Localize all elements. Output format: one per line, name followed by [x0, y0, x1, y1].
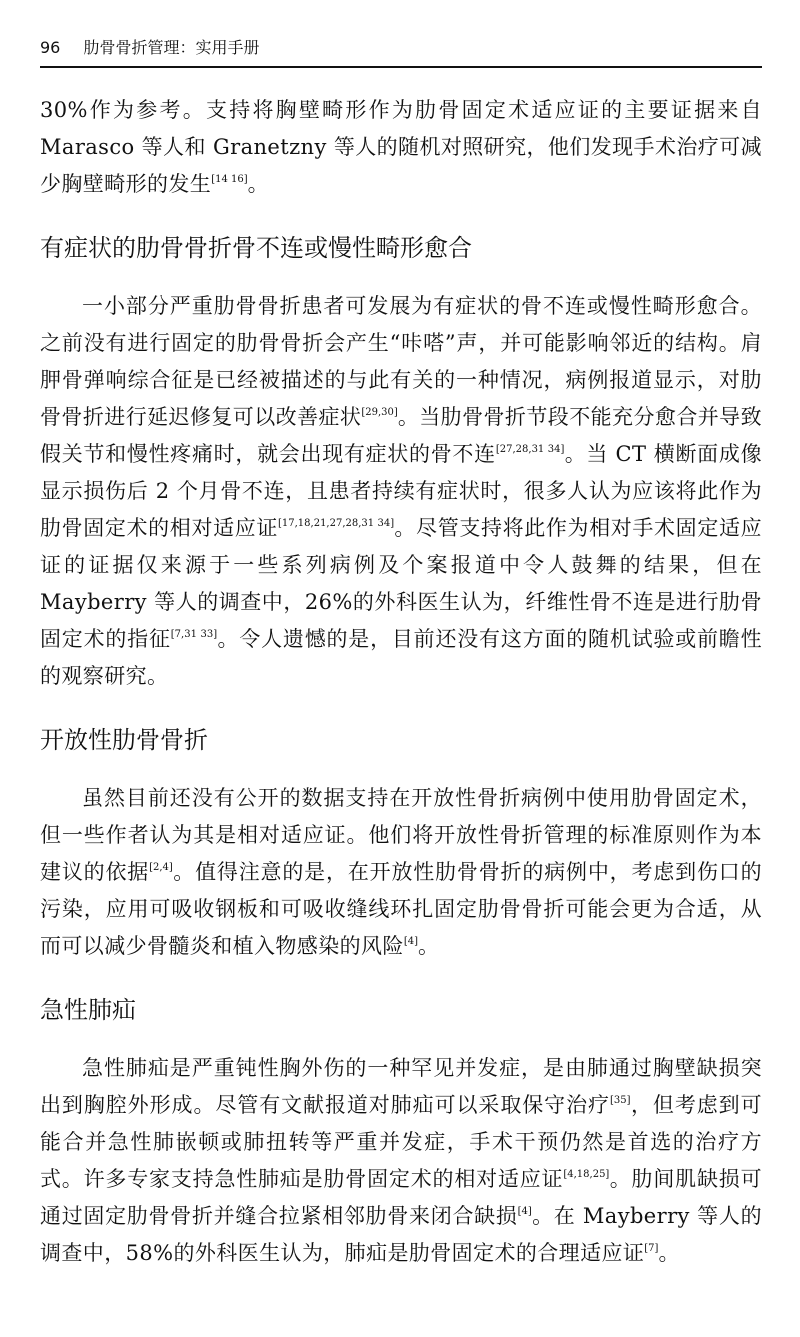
body-paragraph — [40, 288, 762, 695]
paragraph-text: 。尽管支持将此作为相对手术固定适应证的证据仅来源于一些系列病例及个案报道中令人鼓舞的结果，但在 Mayberry 等人的调查中，26%的外科医生认为，纤维性骨不连是进行肋骨固定术的指征 — [40, 516, 762, 651]
paragraph-text: 。在 Mayberry 等人的调查中，58%的外科医生认为，肺疝是肋骨固定术的合理适应证 — [40, 1204, 762, 1265]
body-paragraph — [40, 92, 762, 203]
paragraph-text: 。当肋骨骨折节段不能充分愈合并导致假关节和慢性疼痛时，就会出现有症状的骨不连 — [40, 405, 762, 466]
paragraph-text: 一小部分严重肋骨骨折患者可发展为有症状的骨不连或慢性畸形愈合。之前没有进行固定的肋骨骨折会产生“咔嗒”声，并可能影响邻近的结构。肩胛骨弹响综合征是已经被描述的与此有关的一种情况，病例报道显示，对肋骨骨折进行延迟修复可以改善症状 — [40, 294, 762, 429]
paragraph-text: 。令人遗憾的是，目前还没有这方面的随机试验或前瞻性的观察研究。 — [40, 627, 762, 688]
citation-reference: [35] — [609, 1095, 631, 1106]
paragraph-text: ，但考虑到可能合并急性肺嵌顿或肺扭转等严重并发症，手术干预仍然是首选的治疗方式。许多专家支持急性肺疝是肋骨固定术的相对适应证 — [40, 1093, 762, 1191]
paragraph-text: 。值得注意的是，在开放性肋骨骨折的病例中，考虑到伤口的污染，应用可吸收钢板和可吸收缝线环扎固定肋骨骨折可能会更为合适，从而可以减少骨髓炎和植入物感染的风险 — [40, 860, 762, 958]
citation-reference: [14 16] — [211, 174, 248, 185]
paragraph-text: 。当 CT 横断面成像显示损伤后 2 个月骨不连，且患者持续有症状时，很多人认为应该将此作为肋骨固定术的相对适应证 — [40, 442, 762, 540]
citation-reference: [4,18,25] — [563, 1169, 610, 1180]
page-body — [40, 92, 762, 1272]
citation-reference: [4] — [403, 936, 418, 947]
citation-reference: [2,4] — [149, 862, 173, 873]
citation-reference: [7,31 33] — [170, 629, 218, 640]
citation-reference: [17,18,21,27,28,31 34] — [278, 518, 395, 529]
paragraph-text: 。肋间肌缺损可通过固定肋骨骨折并缝合拉紧相邻肋骨来闭合缺损 — [40, 1167, 762, 1228]
paragraph-text: 。 — [417, 934, 440, 958]
section-heading: 急性肺疝 — [40, 996, 136, 1024]
page-number: 96 — [40, 38, 61, 57]
citation-reference: [4] — [517, 1206, 532, 1217]
section-heading: 有症状的肋骨骨折骨不连或慢性畸形愈合 — [40, 234, 472, 262]
paragraph-text: 急性肺疝是严重钝性胸外伤的一种罕见并发症，是由肺通过胸壁缺损突出到胸腔外形成。尽管有文献报道对肺疝可以采取保守治疗 — [40, 1056, 762, 1117]
body-paragraph — [40, 780, 762, 965]
citation-reference: [7] — [644, 1243, 659, 1254]
paragraph-text: 。 — [247, 172, 270, 196]
body-paragraph — [40, 1050, 762, 1272]
citation-reference: [29,30] — [361, 407, 398, 418]
book-title: 肋骨骨折管理：实用手册 — [83, 38, 260, 57]
section-heading: 开放性肋骨骨折 — [40, 726, 208, 754]
paragraph-text: 。 — [658, 1241, 680, 1265]
running-header — [40, 30, 762, 68]
paragraph-text: 30%作为参考。支持将胸壁畸形作为肋骨固定术适应证的主要证据来自Marasco 等人和 Granetzny 等人的随机对照研究，他们发现手术治疗可减少胸壁畸形的发生 — [40, 98, 762, 196]
citation-reference: [27,28,31 34] — [495, 444, 565, 455]
paragraph-text: 虽然目前还没有公开的数据支持在开放性骨折病例中使用肋骨固定术，但一些作者认为其是相对适应证。他们将开放性骨折管理的标准原则作为本建议的依据 — [40, 786, 762, 884]
